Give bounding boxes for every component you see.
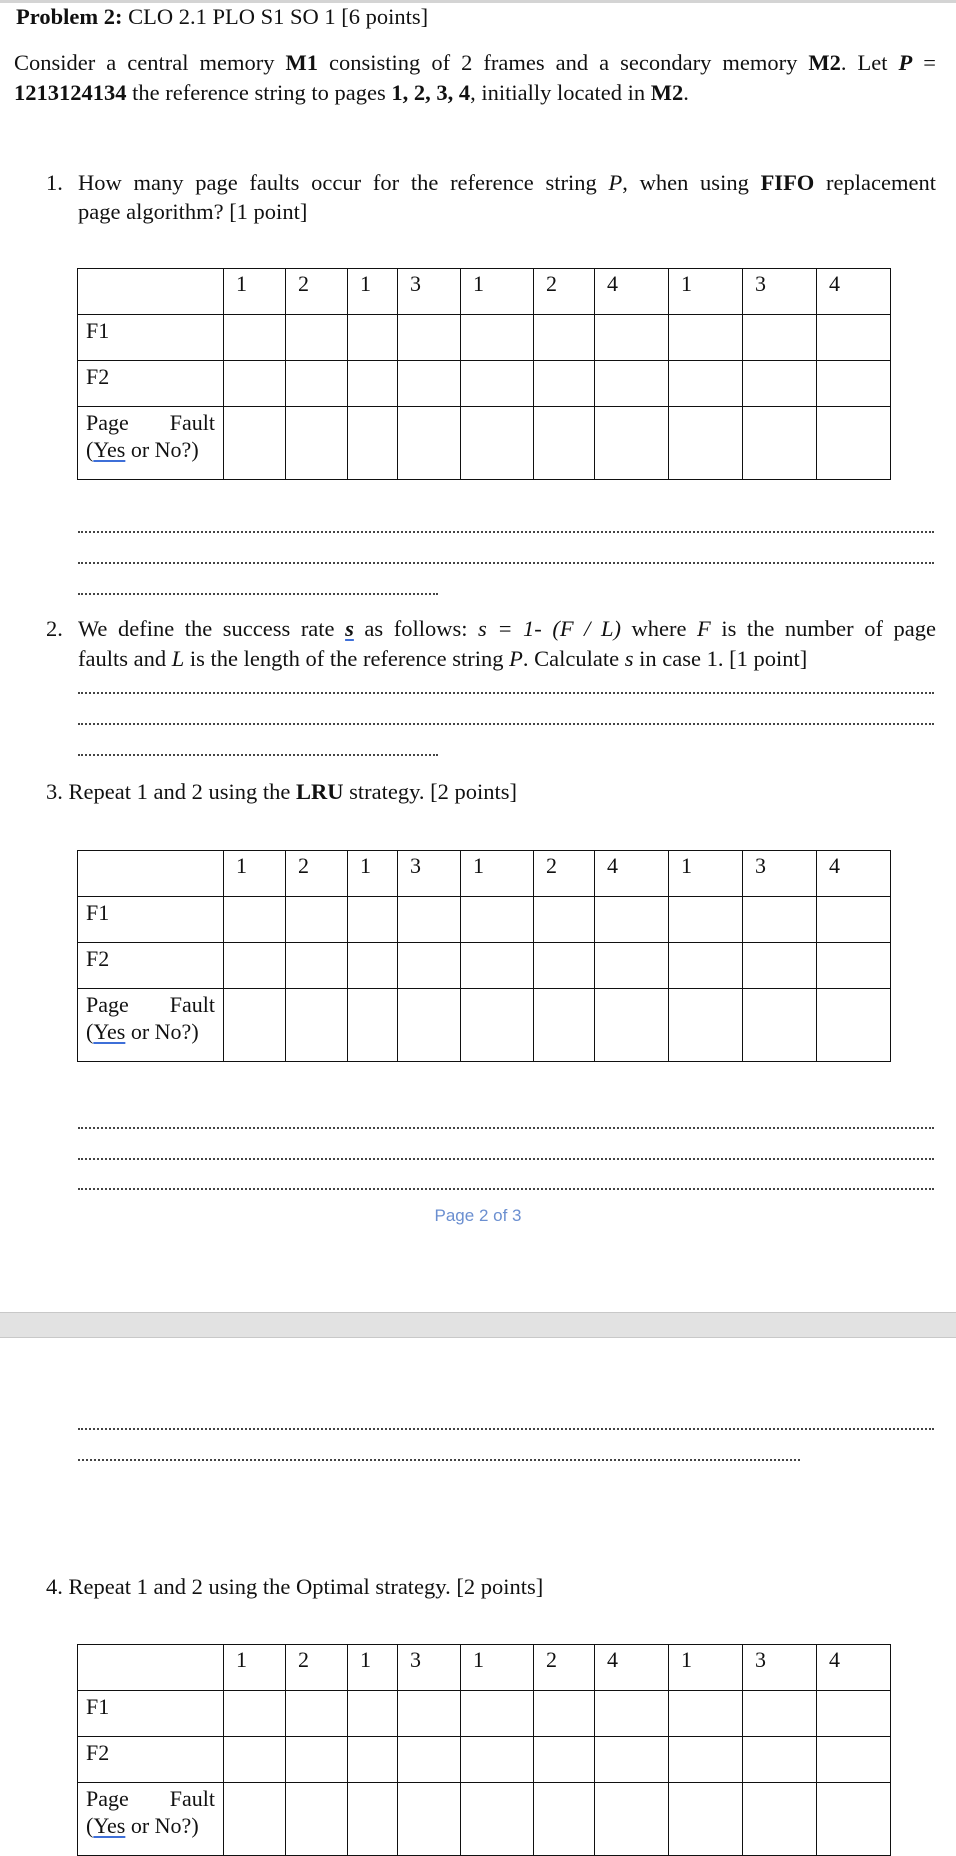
q3-text: 3. Repeat 1 and 2 using the LRU strategy. [2 points] [46,779,517,804]
ref-cell: 1 [224,1645,286,1691]
answer-cell[interactable] [398,361,461,407]
corner-cell [78,851,224,897]
ref-cell: 1 [669,269,743,315]
row-label-page-fault: Page Fault (Yes or No?) [78,1783,224,1856]
ref-cell: 3 [743,269,817,315]
p-term: P [898,50,913,75]
answer-cell[interactable] [224,315,286,361]
answer-cell[interactable] [817,897,891,943]
reference-row [78,1645,891,1691]
answer-cell[interactable] [224,1783,286,1856]
answer-cell[interactable] [286,943,348,989]
answer-line[interactable] [78,1459,800,1461]
frame-row-f2 [78,1737,891,1783]
m1-term: M1 [285,50,319,75]
success-rate-formula: s = 1- (F / L) [478,616,621,641]
q1-number: 1. [46,170,63,195]
answer-cell[interactable] [817,1783,891,1856]
ref-cell: 1 [461,851,534,897]
answer-line[interactable] [78,1188,934,1190]
answer-cell[interactable] [348,407,398,480]
answer-cell[interactable] [817,989,891,1062]
q3-number: 3. [46,779,63,804]
answer-cell[interactable] [669,1737,743,1783]
answer-cell[interactable] [595,407,669,480]
answer-cell[interactable] [398,1691,461,1737]
answer-cell[interactable] [461,1737,534,1783]
row-label-f2: F2 [78,943,224,989]
frame-row-f1 [78,897,891,943]
answer-cell[interactable] [534,315,595,361]
answer-cell[interactable] [534,361,595,407]
ref-cell: 2 [286,269,348,315]
answer-cell[interactable] [461,407,534,480]
reference-string: 1213124134 [14,80,127,105]
answer-cell[interactable] [348,315,398,361]
answer-cell[interactable] [286,897,348,943]
m2-term: M2 [808,50,841,75]
answer-cell[interactable] [743,1691,817,1737]
ref-cell: 2 [286,1645,348,1691]
answer-cell[interactable] [348,897,398,943]
answer-cell[interactable] [817,315,891,361]
corner-cell [78,269,224,315]
answer-cell[interactable] [398,897,461,943]
answer-cell[interactable] [817,361,891,407]
ref-cell: 1 [348,1645,398,1691]
answer-cell[interactable] [348,361,398,407]
answer-cell[interactable] [286,1737,348,1783]
intro-line-1: Consider a central memory M1 consisting of 2 frames and a secondary memory M2. Let P = [14,50,936,75]
frame-row-f1 [78,1691,891,1737]
answer-cell[interactable] [743,407,817,480]
answer-line[interactable] [78,1158,934,1160]
answer-cell[interactable] [461,897,534,943]
answer-cell[interactable] [224,943,286,989]
ref-cell: 4 [817,269,891,315]
answer-cell[interactable] [461,361,534,407]
answer-cell[interactable] [595,361,669,407]
answer-cell[interactable] [224,361,286,407]
ref-cell: 3 [398,269,461,315]
answer-line[interactable] [78,723,934,725]
answer-cell[interactable] [398,989,461,1062]
ref-cell: 4 [595,269,669,315]
ref-cell: 2 [286,851,348,897]
ref-cell: 1 [669,1645,743,1691]
intro-line-2: 1213124134 the reference string to pages 1, 2, 3, 4, initially located in M2. [14,80,689,105]
answer-cell[interactable] [595,989,669,1062]
page-number: Page 2 of 3 [434,1206,522,1225]
fifo-table [77,268,891,480]
answer-cell[interactable] [743,361,817,407]
answer-cell[interactable] [817,407,891,480]
answer-cell[interactable] [348,989,398,1062]
answer-cell[interactable] [595,1691,669,1737]
answer-cell[interactable] [743,989,817,1062]
answer-cell[interactable] [595,943,669,989]
answer-cell[interactable] [669,989,743,1062]
ref-cell: 1 [224,851,286,897]
answer-line[interactable] [78,593,438,595]
answer-cell[interactable] [286,1783,348,1856]
answer-cell[interactable] [286,989,348,1062]
ref-cell: 2 [534,269,595,315]
row-label-page-fault: Page Fault (Yes or No?) [78,407,224,480]
answer-cell[interactable] [461,989,534,1062]
page-fault-row [78,989,891,1062]
row-label-f1: F1 [78,897,224,943]
answer-cell[interactable] [286,361,348,407]
answer-cell[interactable] [224,897,286,943]
answer-cell[interactable] [534,1737,595,1783]
answer-cell[interactable] [348,943,398,989]
answer-cell[interactable] [534,1691,595,1737]
answer-cell[interactable] [534,1783,595,1856]
answer-cell[interactable] [669,943,743,989]
q4-text: 4. Repeat 1 and 2 using the Optimal strategy. [2 points] [46,1574,544,1599]
answer-cell[interactable] [286,1691,348,1737]
answer-cell[interactable] [534,989,595,1062]
ref-cell: 1 [348,269,398,315]
row-label-f2: F2 [78,1737,224,1783]
answer-cell[interactable] [398,315,461,361]
answer-cell[interactable] [348,1783,398,1856]
q2-number: 2. [46,616,63,641]
lru-term: LRU [295,779,344,804]
page-fault-row [78,407,891,480]
answer-cell[interactable] [398,1737,461,1783]
answer-line[interactable] [78,754,438,756]
answer-line[interactable] [78,1127,934,1129]
answer-cell[interactable] [224,1737,286,1783]
answer-cell[interactable] [669,361,743,407]
ref-cell: 3 [398,851,461,897]
answer-cell[interactable] [534,407,595,480]
answer-cell[interactable] [743,943,817,989]
answer-cell[interactable] [398,1783,461,1856]
answer-cell[interactable] [348,1737,398,1783]
ref-cell: 2 [534,851,595,897]
q1-line-2: page algorithm? [1 point] [78,199,308,224]
q4-number: 4. [46,1574,63,1599]
answer-cell[interactable] [817,1737,891,1783]
row-label-f1: F1 [78,315,224,361]
problem-heading [16,2,428,32]
answer-cell[interactable] [224,1691,286,1737]
ref-cell: 1 [461,269,534,315]
ref-cell: 1 [669,851,743,897]
answer-cell[interactable] [743,1783,817,1856]
ref-cell: 3 [743,1645,817,1691]
q2-line-2: faults and L is the length of the reference string P. Calculate s in case 1. [1 point] [78,646,808,671]
frame-row-f2 [78,943,891,989]
answer-cell[interactable] [461,943,534,989]
answer-cell[interactable] [348,1691,398,1737]
answer-cell[interactable] [595,1737,669,1783]
answer-cell[interactable] [286,407,348,480]
answer-line[interactable] [78,1428,934,1430]
answer-cell[interactable] [743,897,817,943]
optimal-table [77,1644,891,1856]
frame-row-f1 [78,315,891,361]
answer-cell[interactable] [534,897,595,943]
row-label-f1: F1 [78,1691,224,1737]
reference-row [78,269,891,315]
answer-cell[interactable] [743,315,817,361]
answer-cell[interactable] [595,1783,669,1856]
answer-cell[interactable] [461,315,534,361]
ref-cell: 3 [398,1645,461,1691]
answer-line[interactable] [78,692,934,694]
answer-cell[interactable] [398,943,461,989]
answer-cell[interactable] [669,897,743,943]
ref-cell: 2 [534,1645,595,1691]
answer-cell[interactable] [286,315,348,361]
page-fault-row [78,1783,891,1856]
answer-cell[interactable] [224,989,286,1062]
answer-cell[interactable] [534,943,595,989]
ref-cell: 4 [595,1645,669,1691]
answer-cell[interactable] [398,407,461,480]
answer-cell[interactable] [669,1783,743,1856]
problem-meta: CLO 2.1 PLO S1 SO 1 [6 points] [128,4,429,29]
answer-line[interactable] [78,562,934,564]
problem-title: Problem 2: [16,4,123,29]
answer-cell[interactable] [817,943,891,989]
ref-cell: 1 [461,1645,534,1691]
ref-cell: 4 [817,1645,891,1691]
answer-cell[interactable] [461,1691,534,1737]
corner-cell [78,1645,224,1691]
answer-cell[interactable] [224,407,286,480]
answer-cell[interactable] [669,407,743,480]
answer-cell[interactable] [817,1691,891,1737]
row-label-page-fault: Page Fault (Yes or No?) [78,989,224,1062]
ref-cell: 4 [817,851,891,897]
fifo-term: FIFO [760,170,815,195]
answer-cell[interactable] [595,897,669,943]
answer-cell[interactable] [669,315,743,361]
page-list: 1, 2, 3, 4 [391,80,471,105]
answer-cell[interactable] [461,1783,534,1856]
frame-row-f2 [78,361,891,407]
answer-cell[interactable] [669,1691,743,1737]
ref-cell: 3 [743,851,817,897]
lru-table [77,850,891,1062]
answer-line[interactable] [78,531,934,533]
answer-cell[interactable] [595,315,669,361]
q2-line-1: We define the success rate s as follows: s = 1- (F / L) where F is the number of page [78,616,936,641]
row-label-f2: F2 [78,361,224,407]
q1-line-1: How many page faults occur for the reference string P, when using FIFO replacement [78,170,936,195]
ref-cell: 4 [595,851,669,897]
answer-cell[interactable] [743,1737,817,1783]
reference-row [78,851,891,897]
page-separator [0,1312,956,1338]
ref-cell: 1 [348,851,398,897]
ref-cell: 1 [224,269,286,315]
